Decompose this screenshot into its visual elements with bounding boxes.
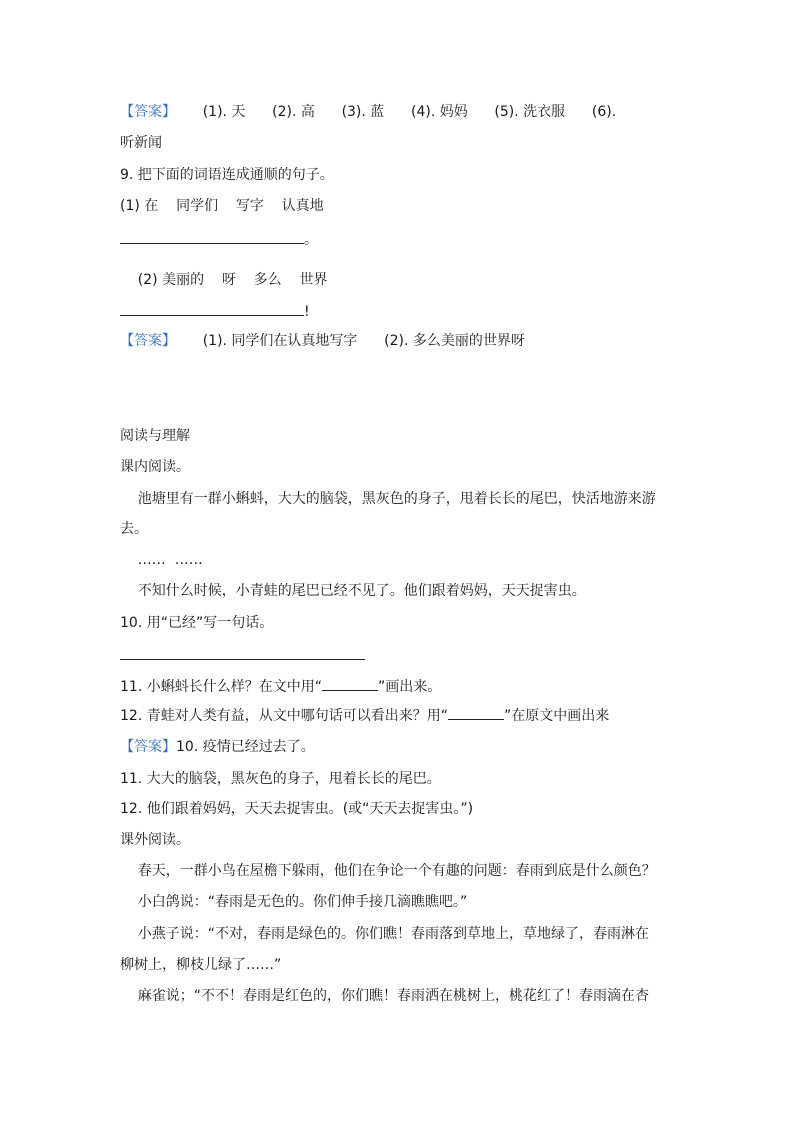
q9-part2: (2) 美丽的 呀 多么 世界	[120, 272, 328, 288]
answer-text: (1). 同学们在认真地写字 (2). 多么美丽的世界呀	[176, 333, 525, 349]
q9-title: 9. 把下面的词语连成通顺的句子。	[120, 167, 334, 183]
q9-answer-row	[120, 331, 525, 351]
passage-line: 麻雀说；“不不！春雨是红色的，你们瞧！春雨洒在桃树上，桃花红了！春雨滴在杏	[120, 988, 650, 1004]
q9-answer-line-2	[120, 301, 310, 322]
q10-answer-line	[120, 659, 365, 660]
answers-12: 12. 他们跟着妈妈，天天去捉害虫。(或“天天去捉害虫。”)	[120, 801, 474, 817]
passage-line: 柳树上，柳枝儿绿了……”	[120, 957, 282, 973]
passage-line: 去。	[120, 521, 148, 537]
answer-continuation: 听新闻	[120, 135, 162, 151]
in-class-reading-label: 课内阅读。	[120, 459, 190, 475]
passage-line: 池塘里有一群小蝌蚪，大大的脑袋，黑灰色的身子，甩着长长的尾巴，快活地游来游	[120, 491, 656, 507]
passage-ellipsis: …… ……	[120, 552, 203, 568]
answers-10	[120, 737, 315, 757]
passage-line: 小燕子说：“不对，春雨是绿色的。你们瞧！春雨落到草地上，草地绿了，春雨淋在	[120, 926, 650, 942]
passage-line: 春天，一群小鸟在屋檐下躲雨，他们在争论一个有趣的问题：春雨到底是什么颜色？	[120, 863, 656, 879]
answer-row-1	[120, 102, 616, 122]
answers-11: 11. 大大的脑袋，黑灰色的身子，甩着长长的尾巴。	[120, 771, 441, 787]
answer-text: (1). 天 (2). 高 (3). 蓝 (4). 妈妈 (5). 洗衣服 (6).	[176, 104, 617, 120]
blank-line	[120, 301, 304, 316]
blank-line	[448, 705, 504, 720]
answer-tag: 【答案】	[120, 104, 176, 120]
passage-line: 不知什么时候，小青蛙的尾巴已经不见了。他们跟着妈妈，天天捉害虫。	[120, 583, 586, 599]
q9-part1: (1) 在 同学们 写字 认真地	[120, 198, 324, 214]
answer-tag: 【答案】	[120, 739, 176, 755]
extra-reading-label: 课外阅读。	[120, 832, 190, 848]
period-mark: 。	[304, 232, 318, 248]
passage-line: 小白鸽说：“春雨是无色的。你们伸手接几滴瞧瞧吧。”	[120, 894, 468, 910]
blank-line	[322, 676, 378, 691]
answer-tag: 【答案】	[120, 333, 176, 349]
q10-prompt: 10. 用“已经”写一句话。	[120, 615, 274, 631]
q11-prompt: 11. 小蝌蚪长什么样？在文中用“ ”画出来。	[120, 676, 441, 697]
exclamation-mark: !	[304, 304, 310, 320]
q12-prompt: 12. 青蛙对人类有益，从文中哪句话可以看出来？用“ ”在原文中画出来	[120, 705, 609, 726]
answer-text: 10. 疫情已经过去了。	[176, 739, 315, 755]
section-title: 阅读与理解	[120, 428, 190, 444]
q9-answer-line-1	[120, 229, 318, 250]
blank-line	[120, 229, 304, 244]
